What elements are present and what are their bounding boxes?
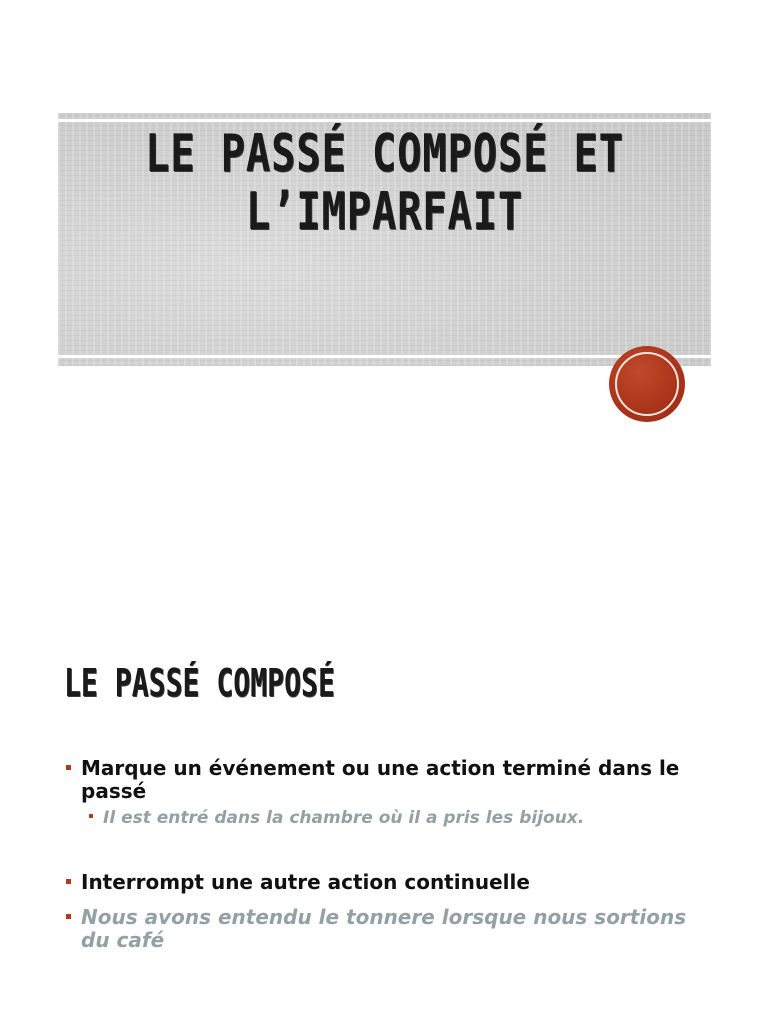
bullet-text: Interrompt une autre action continuelle [81, 870, 530, 894]
title-band [58, 113, 711, 366]
decorative-circle-badge [609, 346, 685, 422]
bullet-item [66, 757, 706, 803]
square-bullet-icon [66, 914, 71, 919]
square-bullet-icon [89, 814, 93, 818]
band-divider-bottom [58, 355, 711, 358]
content-slide [0, 640, 768, 1024]
slide-title-line-1: LE PASSÉ COMPOSÉ ET [145, 124, 624, 184]
sub-bullet-item [89, 808, 709, 828]
circle-ring [615, 352, 679, 416]
example-text: Nous avons entendu le tonnere lorsque nous sortions du café [81, 905, 687, 952]
example-text: Il est entré dans la chambre où il a pris les bijoux. [103, 808, 585, 828]
bullet-text: Marque un événement ou une action terminé dans le passé [81, 756, 680, 803]
square-bullet-icon [66, 879, 71, 884]
bullet-item [66, 906, 706, 952]
slide-title [130, 125, 639, 241]
bullet-item [66, 871, 706, 894]
section-heading: LE PASSÉ COMPOSÉ [64, 661, 335, 705]
slide-title-line-2: L’IMPARFAIT [245, 182, 524, 242]
square-bullet-icon [66, 765, 71, 770]
band-divider-top [58, 119, 711, 122]
